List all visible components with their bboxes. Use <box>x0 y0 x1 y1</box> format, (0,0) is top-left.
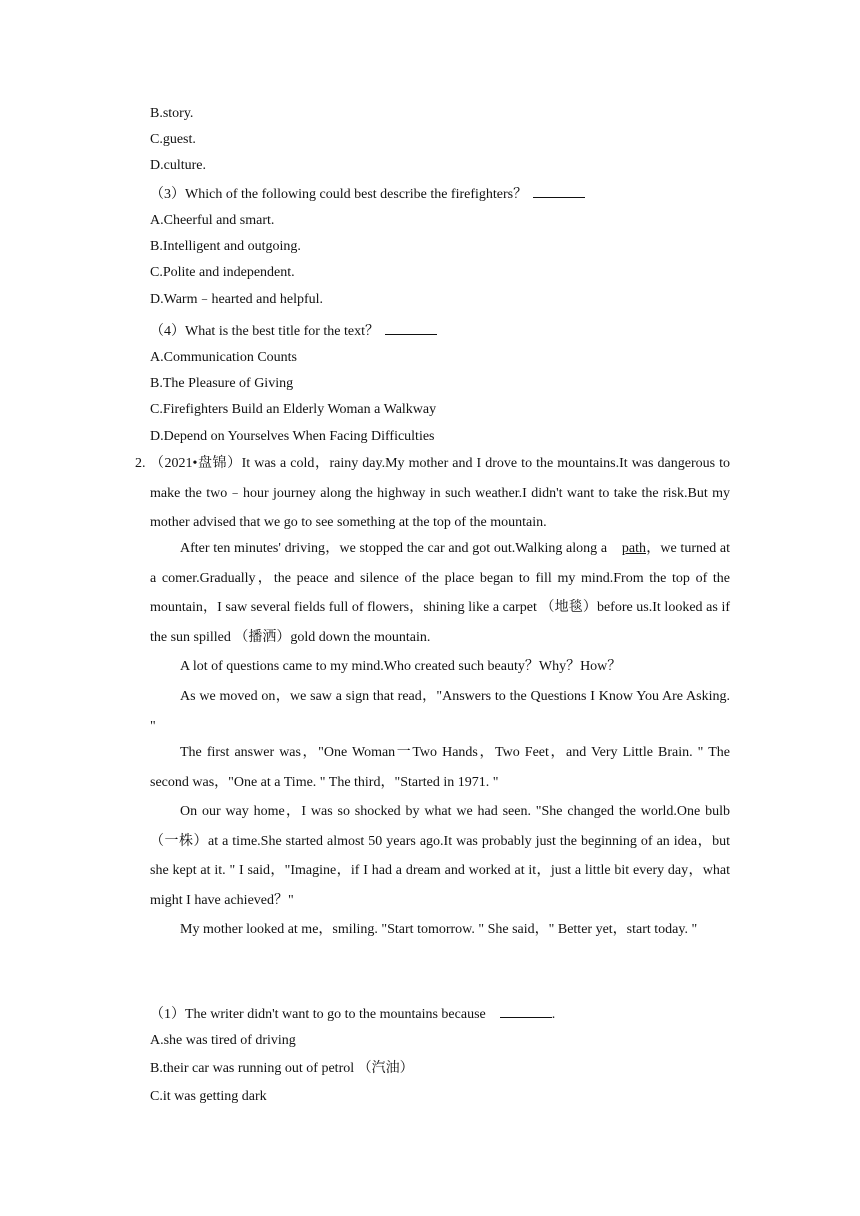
question-1-stem-end: . <box>551 1007 556 1022</box>
passage-2-p3: A lot of questions came to my mind.Who created such beauty？Why？How？ <box>180 659 622 674</box>
passage-2-p1 <box>150 449 730 538</box>
q4-option-a: A.Communication Counts <box>150 350 297 365</box>
option-d: D.culture. <box>150 158 206 173</box>
answer-blank <box>385 322 437 335</box>
q3-option-d: D.Warm﹣hearted and helpful. <box>150 292 324 307</box>
passage-2-p6: On our way home，I was so shocked by what we had seen. "She changed the world.One bulb （一株）at a time.She started almost 50 years ago.It was probably just the beginning of an idea，but she kept at it. " I said，"Imagine，if I had a dream and worked at it，just a little bit every day，what might I have achieved？" <box>150 804 730 908</box>
passage-source: （2021•盘锦） <box>150 456 242 471</box>
option-c: C.guest. <box>150 132 196 147</box>
p2-text-b: ，we turned at a comer.Gradually，the peace and silence of the place began to fill my mind.From the top of the mountain，I saw several fields full of flowers，shining like a carpet （地毯）before us.It looked as if the sun spilled （播洒）gold down the mountain. <box>150 541 731 645</box>
question-3-stem: （3）Which of the following could best describe the firefighters？ <box>150 187 528 202</box>
q1-option-a: A.she was tired of driving <box>150 1033 296 1048</box>
q3-option-a: A.Cheerful and smart. <box>150 213 275 228</box>
underlined-word: path <box>621 541 646 556</box>
q4-option-d: D.Depend on Yourselves When Facing Difficulties <box>150 429 435 444</box>
passage-2-p7: My mother looked at me，smiling. "Start tomorrow. " She said，" Better yet，start today. " <box>180 922 698 937</box>
q1-option-b: B.their car was running out of petrol （汽油） <box>150 1061 414 1076</box>
option-b: B.story. <box>150 106 194 121</box>
question-1-stem: （1）The writer didn't want to go to the mountains because <box>150 1007 486 1022</box>
answer-blank <box>533 185 585 198</box>
q3-option-b: B.Intelligent and outgoing. <box>150 239 301 254</box>
question-3 <box>150 185 585 203</box>
q4-option-b: B.The Pleasure of Giving <box>150 376 294 391</box>
passage-2-p4: As we moved on，we saw a sign that read，"Answers to the Questions I Know You Are Asking. " <box>150 689 730 734</box>
p2-text-a: After ten minutes' driving，we stopped the car and got out.Walking along a <box>180 541 608 556</box>
q1-option-c: C.it was getting dark <box>150 1089 267 1104</box>
passage-2-p2 <box>150 534 730 652</box>
question-4 <box>150 322 437 340</box>
question-1 <box>150 1005 555 1023</box>
answer-blank <box>500 1005 552 1018</box>
passage-p1-text: It was a cold，rainy day.My mother and I drove to the mountains.It was dangerous to make the two﹣hour journey along the highway in such weather.I didn't want to take the risk.But my mother advised that we go to see something at the top of the mountain. <box>150 456 730 530</box>
passage-2-p5: The first answer was，"One Woman一Two Hands，Two Feet，and Very Little Brain. " The second was，"One at a Time. " The third，"Started in 1971. " <box>150 745 730 790</box>
question-4-stem: （4）What is the best title for the text？ <box>150 324 380 339</box>
q3-option-c: C.Polite and independent. <box>150 265 295 280</box>
passage-number: 2. <box>135 456 146 471</box>
q4-option-c: C.Firefighters Build an Elderly Woman a Walkway <box>150 402 437 417</box>
